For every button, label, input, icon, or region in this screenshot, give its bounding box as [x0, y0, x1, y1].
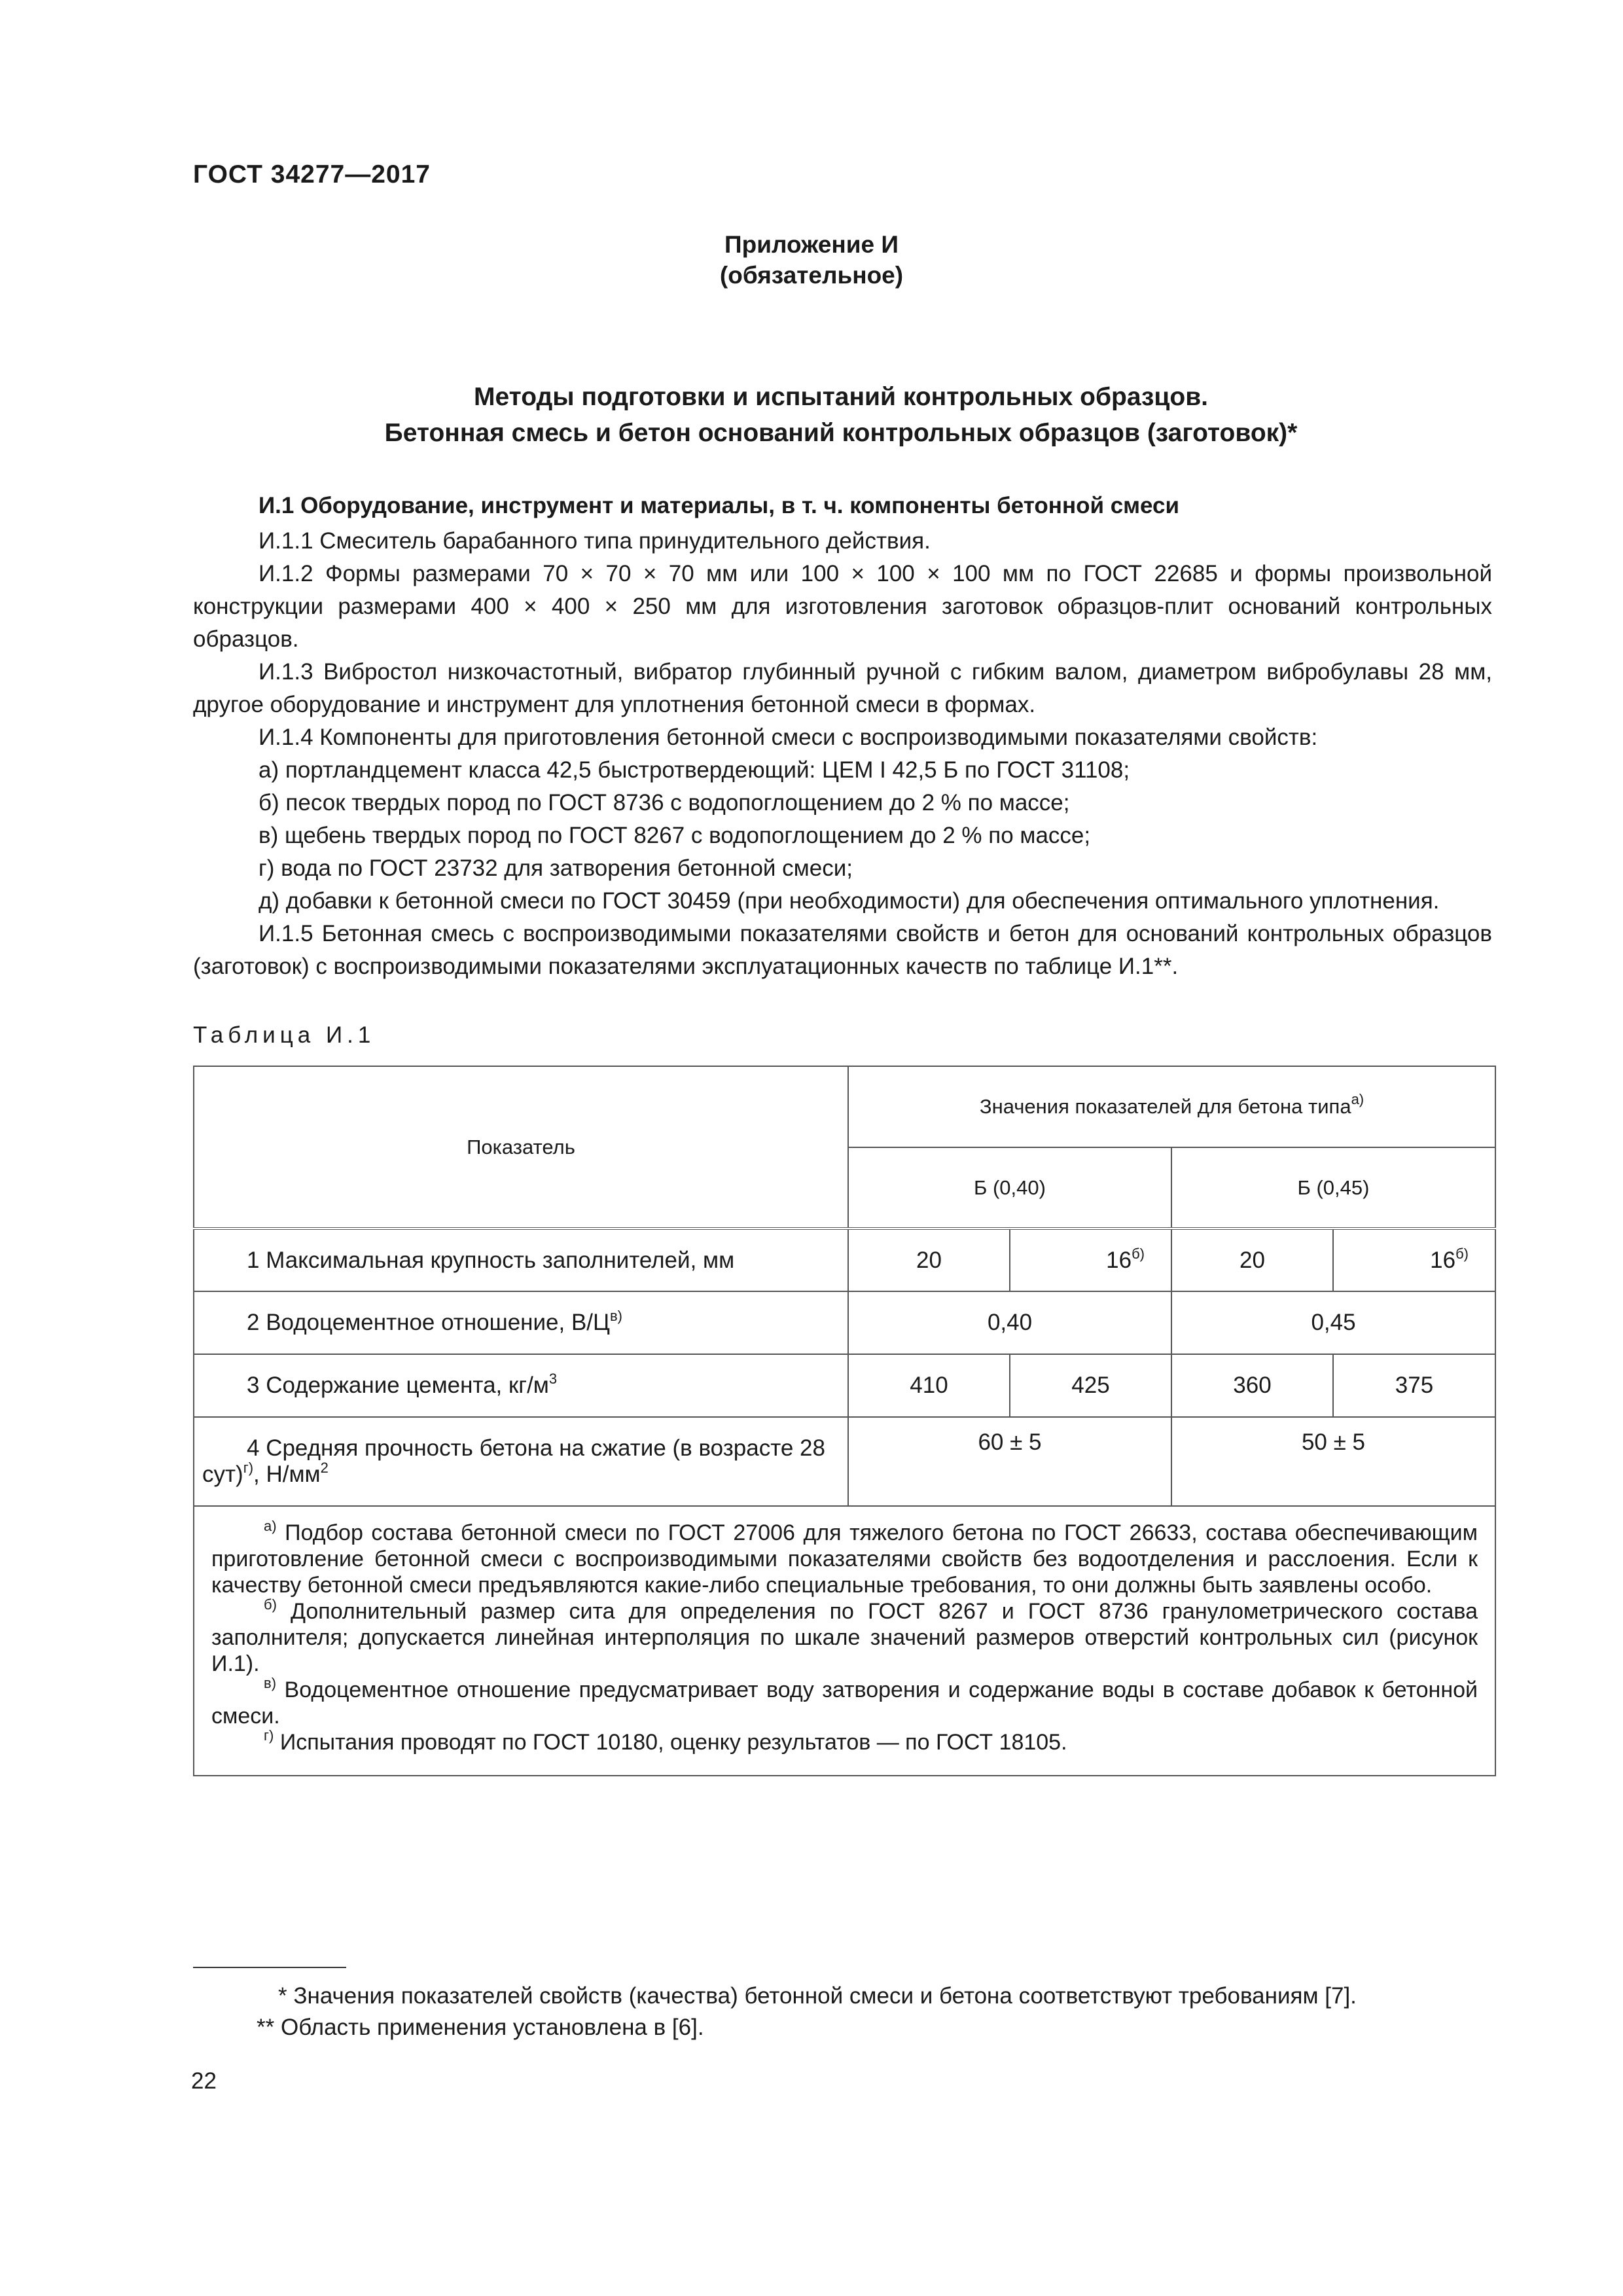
table-note-g: [211, 1729, 1478, 1755]
paragraph-1-1-3: И.1.3 Вибростол низкочастотный, вибратор глубинный ручной с гибким валом, диаметром вибробулавы 28 мм, другое оборудование и инструмент для уплотнения бетонной смеси в формах.: [193, 659, 1492, 717]
row-3-value-2: 425: [1010, 1354, 1171, 1417]
footnote-separator: [193, 1967, 346, 1968]
table-note-a-text: Подбор состава бетонной смеси по ГОСТ 27006 для тяжелого бетона по ГОСТ 26633, состава обеспечивающим приготовление бетонной смеси с воспроизводимыми показателями свойств без водоотделения и расслоения. Если к качеству бетонной смеси предъявляются какие-либо специальные требования, то они должны быть заявлены особо.: [211, 1520, 1478, 1598]
list-item-d: д) добавки к бетонной смеси по ГОСТ 30459 (при необходимости) для обеспечения оптимального уплотнения.: [259, 888, 1440, 914]
row-2-label: [194, 1291, 848, 1354]
header-values-text: Значения показателей для бетона типа: [979, 1095, 1351, 1118]
table-note-b-mark: б): [264, 1596, 277, 1613]
header-indicator: Показатель: [194, 1066, 848, 1229]
row-1-value-2-note: б): [1132, 1245, 1145, 1262]
table-caption: Таблица И.1: [193, 1022, 376, 1048]
table-note-v-text: Водоцементное отношение предусматривает воду затворения и содержание воды в составе добавок к бетонной смеси.: [211, 1677, 1478, 1729]
row-4-label-note: г): [243, 1460, 254, 1476]
row-1-label: 1 Максимальная крупность заполнителей, мм: [194, 1229, 848, 1291]
row-1-value-4-note: б): [1455, 1245, 1469, 1262]
row-4-label-text: 4 Средняя прочность бетона на сжатие (в возрасте 28 сут): [202, 1435, 825, 1487]
list-item-b: б) песок твердых пород по ГОСТ 8736 с водопоглощением до 2 % по массе;: [259, 790, 1070, 816]
row-3-label: [194, 1354, 848, 1417]
row-2-label-note: в): [609, 1308, 622, 1324]
row-1-value-2: [1010, 1229, 1171, 1291]
table-note-g-text: Испытания проводят по ГОСТ 10180, оценку результатов — по ГОСТ 18105.: [279, 1730, 1067, 1755]
page-number: 22: [191, 2068, 217, 2094]
row-4-label: [194, 1417, 848, 1506]
row-1-value-2-text: 16: [1106, 1247, 1132, 1273]
table-note-g-mark: г): [264, 1727, 274, 1744]
appendix-status: (обязательное): [719, 262, 904, 289]
paragraph-1-1-4: И.1.4 Компоненты для приготовления бетонной смеси с воспроизводимыми показателями свойств:: [259, 725, 1318, 750]
section-title: И.1 Оборудование, инструмент и материалы, в т. ч. компоненты бетонной смеси: [259, 493, 1180, 518]
table-note-v-mark: в): [264, 1675, 277, 1691]
paragraph-1-1-1: И.1.1 Смеситель барабанного типа принудительного действия.: [259, 528, 931, 554]
header-type-b040: Б (0,40): [848, 1147, 1171, 1229]
table-note-a: [211, 1520, 1478, 1598]
row-3-label-text: 3 Содержание цемента, кг/м: [247, 1372, 549, 1398]
row-1-value-4: [1333, 1229, 1495, 1291]
row-4-label-tail: , Н/мм: [253, 1462, 321, 1487]
table-note-b-text: Дополнительный размер сита для определения по ГОСТ 8267 и ГОСТ 8736 гранулометрического состава заполнителя; допускается линейная интерполяция по шкале значений размеров отверстий контрольных сил (рисунок И.1).: [211, 1599, 1478, 1676]
list-item-g: г) вода по ГОСТ 23732 для затворения бетонной смеси;: [259, 855, 853, 881]
row-2-value-b040: 0,40: [848, 1291, 1171, 1354]
list-item-a: а) портландцемент класса 42,5 быстротвердеющий: ЦЕМ I 42,5 Б по ГОСТ 31108;: [259, 757, 1130, 783]
table-note-b: [211, 1598, 1478, 1677]
heading-line-1: Методы подготовки и испытаний контрольных образцов.: [473, 383, 1209, 411]
row-3-value-3: 360: [1171, 1354, 1333, 1417]
footnote-1: * Значения показателей свойств (качества) бетонной смеси и бетона соответствуют требованиям [7].: [278, 1983, 1357, 2009]
header-values: [848, 1066, 1495, 1147]
paragraph-1-1-2: И.1.2 Формы размерами 70 × 70 × 70 мм или 100 × 100 × 100 мм по ГОСТ 22685 и формы произвольной конструкции размерами 400 × 400 × 250 мм для изготовления заготовок образцов-плит оснований контрольных образцов.: [193, 561, 1492, 652]
header-type-b045: Б (0,45): [1171, 1147, 1495, 1229]
paragraph-1-1-5: И.1.5 Бетонная смесь с воспроизводимыми показателями свойств и бетон для оснований контрольных образцов (заготовок) с воспроизводимыми показателями эксплуатационных качеств по таблице И.1**.: [193, 921, 1492, 979]
table-note-v: [211, 1677, 1478, 1729]
row-1-value-1: 20: [848, 1229, 1010, 1291]
row-3-value-4: 375: [1333, 1354, 1495, 1417]
heading-line-2: Бетонная смесь и бетон оснований контрольных образцов (заготовок)*: [384, 419, 1298, 447]
row-3-value-1: 410: [848, 1354, 1010, 1417]
row-1-value-3: 20: [1171, 1229, 1333, 1291]
row-4-label-sup: 2: [320, 1460, 329, 1476]
appendix-title: Приложение И: [724, 231, 899, 258]
row-2-label-text: 2 Водоцементное отношение, В/Ц: [247, 1310, 610, 1335]
row-2-value-b045: 0,45: [1171, 1291, 1495, 1354]
table-notes: [194, 1506, 1495, 1776]
standard-number: ГОСТ 34277—2017: [193, 160, 431, 188]
row-4-value-b045: 50 ± 5: [1171, 1417, 1495, 1506]
row-4-value-b040: 60 ± 5: [848, 1417, 1171, 1506]
row-3-label-sup: 3: [548, 1371, 558, 1387]
footnote-2: ** Область применения установлена в [6].: [257, 2015, 704, 2040]
list-item-v: в) щебень твердых пород по ГОСТ 8267 с водопоглощением до 2 % по массе;: [259, 823, 1091, 848]
header-values-note: а): [1351, 1091, 1364, 1107]
table-i1: [193, 1066, 1496, 1776]
table-note-a-mark: а): [264, 1518, 277, 1534]
row-1-value-4-text: 16: [1430, 1247, 1456, 1273]
body-text: [193, 490, 1492, 983]
